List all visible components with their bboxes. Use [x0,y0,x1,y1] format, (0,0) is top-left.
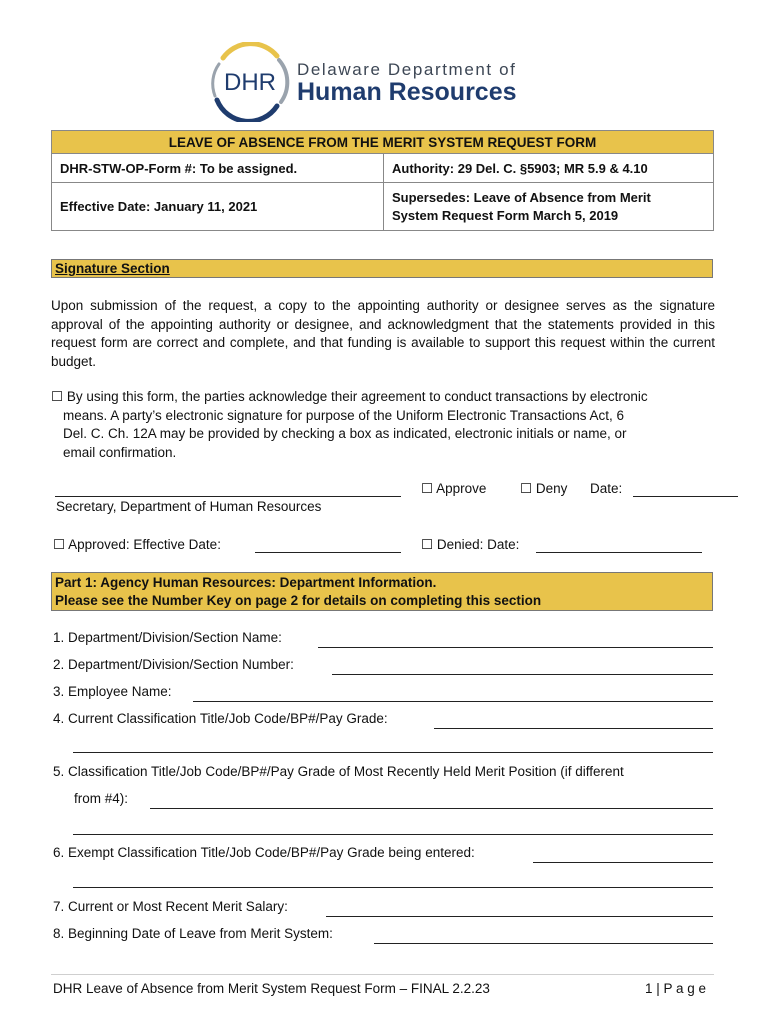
supersedes [384,183,714,231]
item-3-label: 3. Employee Name: [53,684,172,699]
item-5-cont: from #4): [74,791,129,806]
item-5-label: 5. Classification Title/Job Code/BP#/Pay Grade of Most Recently Held Merit Position (if different [53,764,624,779]
current-classification-field[interactable] [434,728,713,729]
ack-checkbox[interactable]: ☐ [51,389,64,404]
leave-begin-date-field[interactable] [374,943,713,944]
denied-date-field[interactable] [536,552,702,553]
ack-line4: email confirmation. [63,444,177,460]
item-4-label: 4. Current Classification Title/Job Code/BP#/Pay Grade: [53,711,388,726]
form-title: LEAVE OF ABSENCE FROM THE MERIT SYSTEM REQUEST FORM [52,131,714,154]
part1-heading [51,572,713,611]
authority: Authority: 29 Del. C. §5903; MR 5.9 & 4.10 [384,154,714,183]
logo-line1: Delaware Department of [297,60,517,79]
secretary-label: Secretary, Department of Human Resources [56,499,322,514]
ack-line2: means. A party’s electronic signature for purpose of the Uniform Electronic Transactions Act, 6 [63,407,625,423]
recent-merit-position-field-cont[interactable] [73,834,713,835]
deny-checkbox[interactable]: ☐ Deny [520,481,568,496]
ack-statement [51,388,715,462]
item-1-label: 1. Department/Division/Section Name: [53,630,282,645]
department-name-field[interactable] [318,647,713,648]
decision-date-field[interactable] [633,496,738,497]
item-8-label: 8. Beginning Date of Leave from Merit System: [53,926,333,941]
exempt-classification-field[interactable] [533,862,713,863]
department-number-field[interactable] [332,674,713,675]
approve-checkbox[interactable]: ☐ Approve [421,481,487,496]
item-7-label: 7. Current or Most Recent Merit Salary: [53,899,288,914]
form-number: DHR-STW-OP-Form #: To be assigned. [52,154,384,183]
effective-date: Effective Date: January 11, 2021 [52,183,384,231]
dhr-logo [205,42,550,122]
signature-section-heading: Signature Section [51,259,713,278]
date-label: Date: [590,481,623,496]
svg-text:DHR: DHR [224,69,276,96]
secretary-signature-line[interactable] [55,496,401,497]
employee-name-field[interactable] [193,701,713,702]
current-classification-field-cont[interactable] [73,752,713,753]
ack-line3: Del. C. Ch. 12A may be provided by checking a box as indicated, electronic initials or name, or [63,426,627,441]
footer-title: DHR Leave of Absence from Merit System Request Form – FINAL 2.2.23 [53,981,490,996]
merit-salary-field[interactable] [326,916,713,917]
item-6-label: 6. Exempt Classification Title/Job Code/BP#/Pay Grade being entered: [53,845,475,860]
item-2-label: 2. Department/Division/Section Number: [53,657,294,672]
approved-effective-date-field[interactable] [255,552,401,553]
ack-line1: By using this form, the parties acknowledge their agreement to conduct transactions by electronic [66,389,648,404]
exempt-classification-field-cont[interactable] [73,887,713,888]
recent-merit-position-field[interactable] [150,808,713,809]
form-header-table [51,130,714,231]
supersedes-line2: System Request Form March 5, 2019 [392,207,619,223]
supersedes-line1: Supersedes: Leave of Absence from Merit [392,189,651,205]
denied-checkbox[interactable]: ☐ Denied: Date: [421,537,520,552]
part1-heading-line2: Please see the Number Key on page 2 for details on completing this section [55,593,542,608]
footer-rule [51,974,714,975]
part1-heading-line1: Part 1: Agency Human Resources: Department Information. [55,575,437,590]
approved-effective-checkbox[interactable]: ☐ Approved: Effective Date: [53,537,221,552]
signature-paragraph: Upon submission of the request, a copy to the appointing authority or designee serves as the signature approval of the appointing authority or designee, and acknowledgment that the statements provided in this request form are correct and complete, and that funding is available to support this request within the current budget. [51,298,715,369]
page-number: 1 | P a g e [645,981,707,996]
dhr-badge-icon [205,42,295,122]
logo-line2: Human Resources [297,78,517,106]
